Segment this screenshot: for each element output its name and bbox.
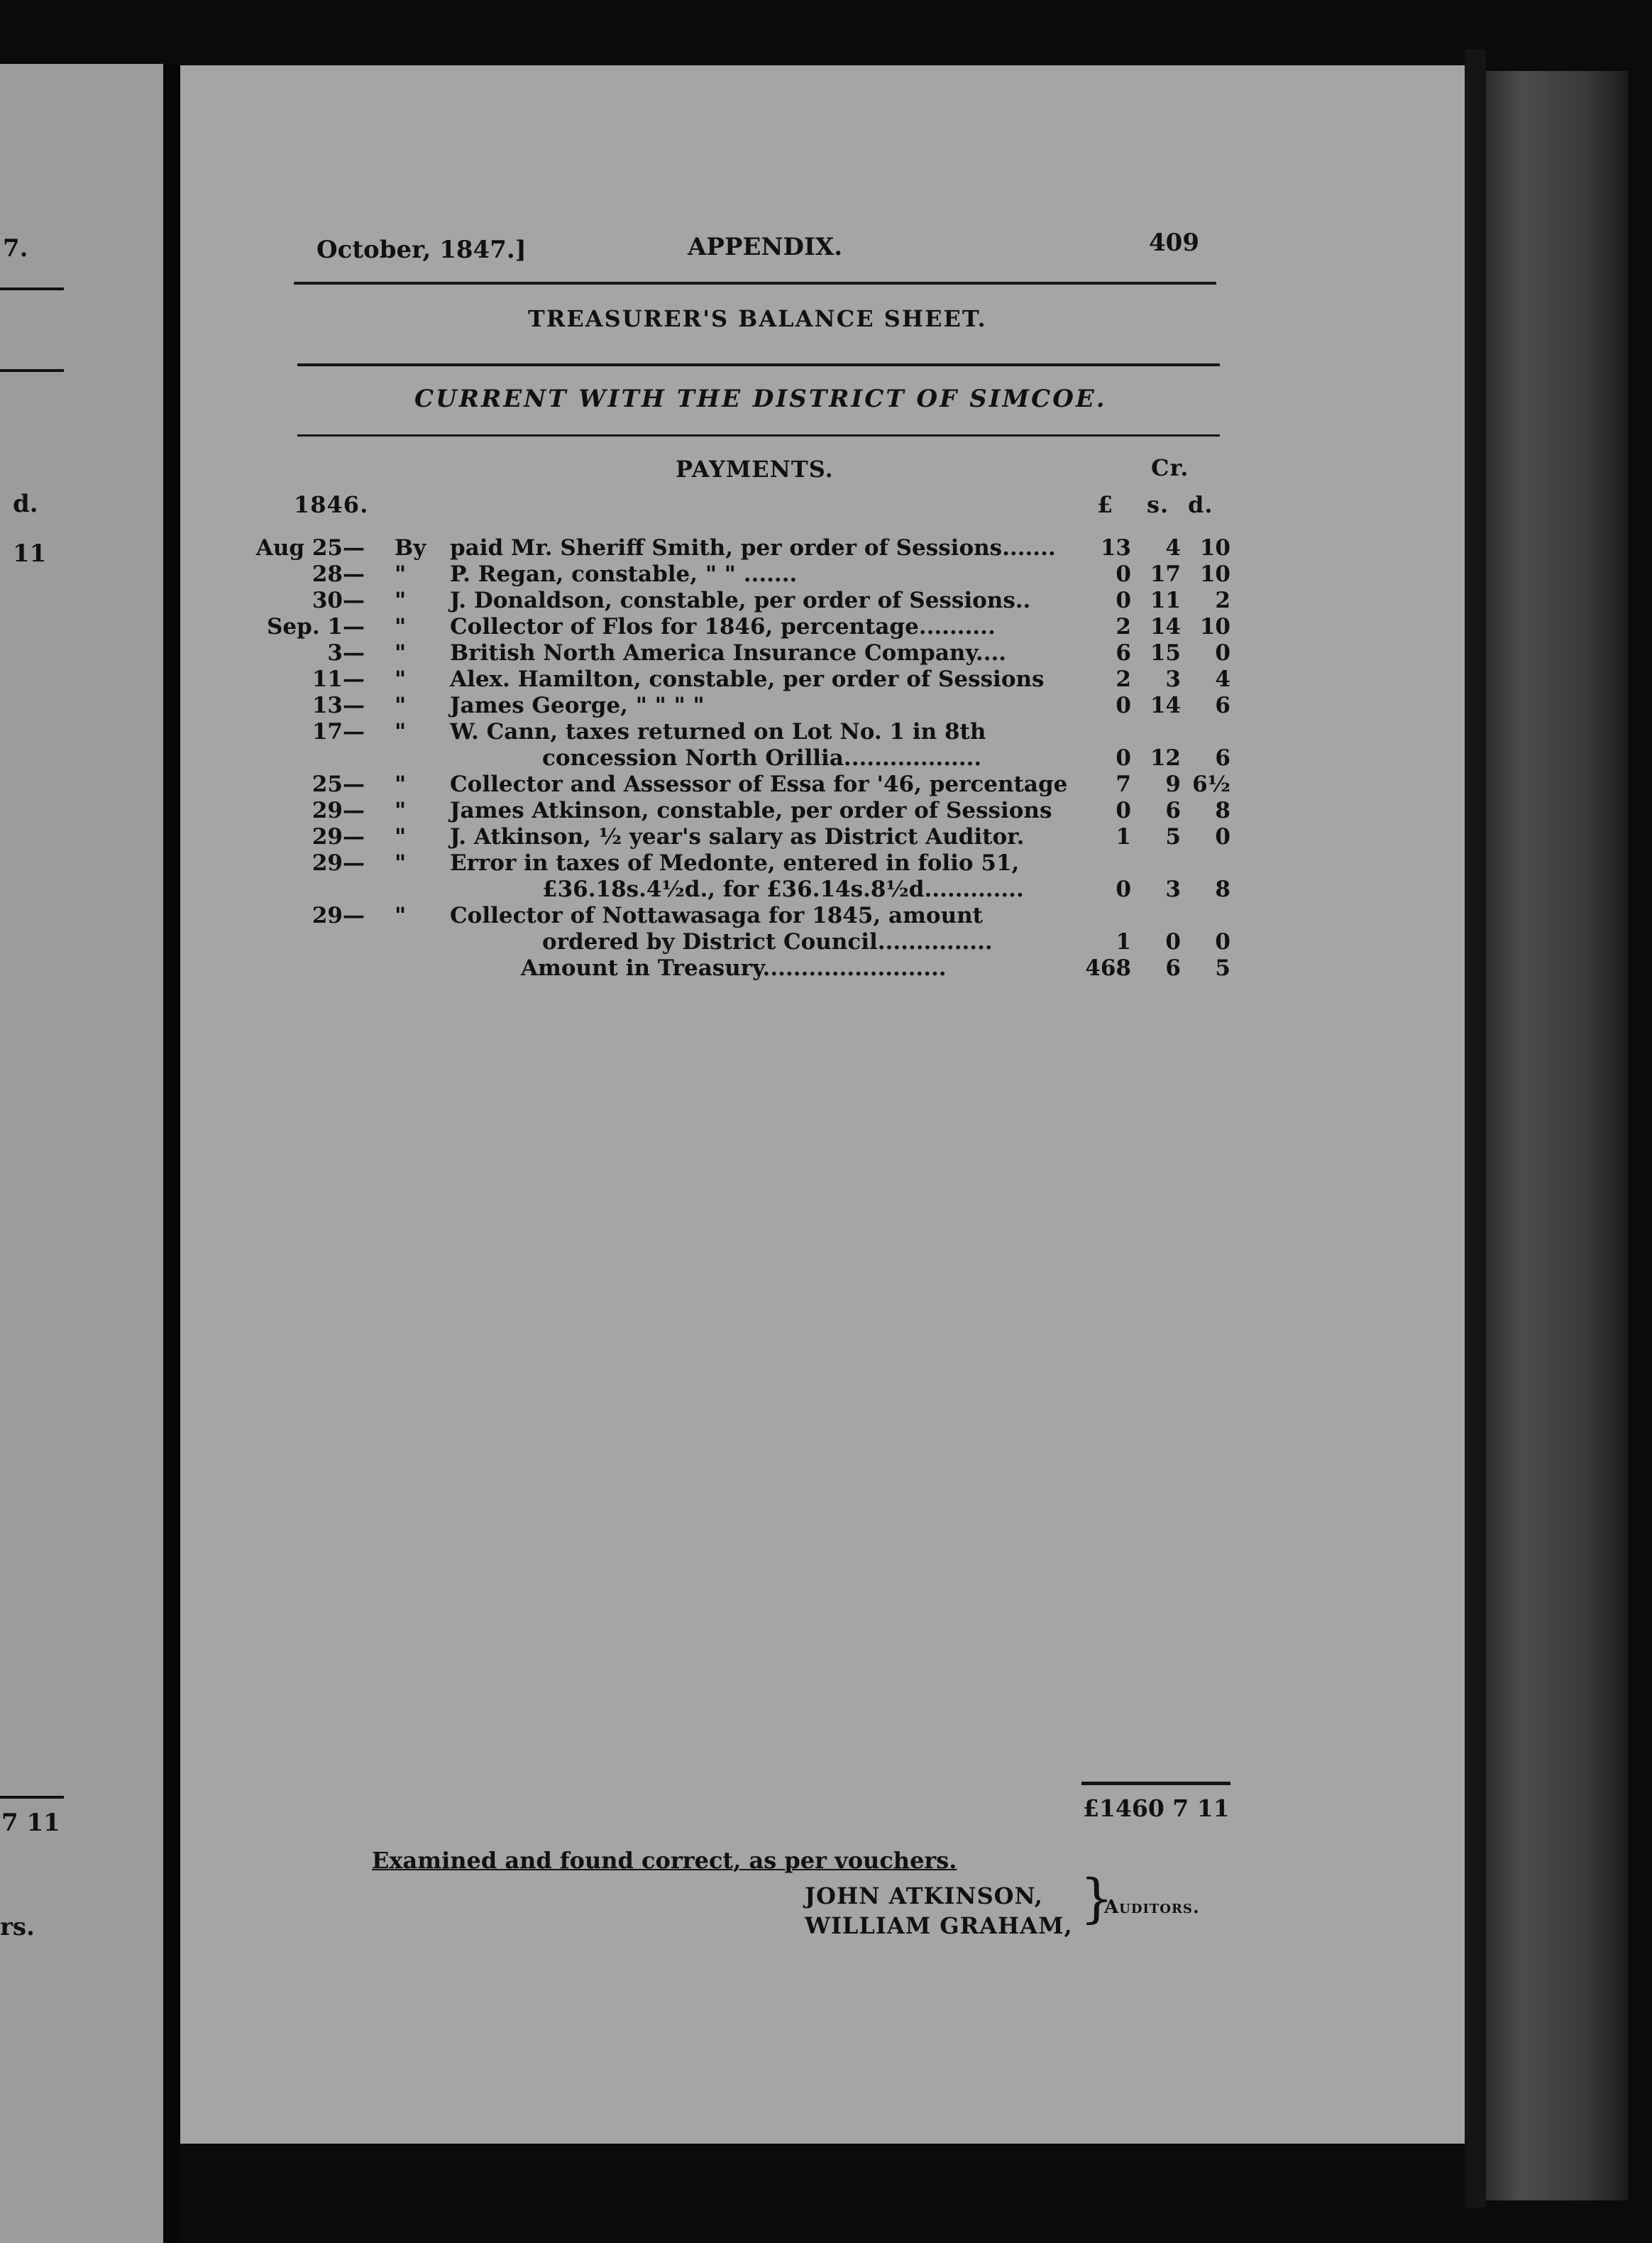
payment-description: paid Mr. Sheriff Smith, per order of Sessions....... [450, 535, 1056, 561]
left-page-fragment: rs. [0, 1913, 35, 1941]
amount-pounds: 0 [1116, 745, 1131, 771]
amount-pounds: 13 [1100, 535, 1131, 561]
payment-description: James Atkinson, constable, per order of Sessions [450, 798, 1052, 823]
payment-description: Collector of Nottawasaga for 1845, amount [450, 903, 983, 928]
payment-date: 13— [312, 693, 365, 718]
payment-row [180, 772, 1458, 797]
payment-date: Sep. 1— [267, 614, 365, 640]
amount-pounds: 0 [1116, 588, 1131, 613]
amount-pounds: 6 [1116, 640, 1131, 666]
payment-date: 17— [312, 719, 365, 745]
payment-row [180, 588, 1458, 613]
payment-description: Collector of Flos for 1846, percentage.......... [450, 614, 996, 640]
ditto-mark: " [395, 772, 407, 797]
amount-shillings: 3 [1165, 877, 1181, 902]
payment-row [180, 640, 1458, 666]
payment-row [180, 667, 1458, 692]
ditto-mark: " [395, 561, 407, 587]
payment-description: £36.18s.4½d., for £36.14s.8½d............. [542, 877, 1024, 902]
payment-description: James George, " " " " [450, 693, 705, 718]
left-page-fragment: 7 11 [1, 1809, 60, 1837]
page [180, 65, 1465, 2144]
amount-shillings: 17 [1150, 561, 1181, 587]
amount-pounds: 1 [1116, 929, 1131, 955]
left-page-rule [0, 1796, 64, 1799]
credit-heading: Cr. [1151, 454, 1189, 481]
left-page-rule [0, 287, 64, 290]
payment-date: 30— [312, 588, 365, 613]
payments-heading: PAYMENTS. [676, 456, 834, 483]
amount-pence: 5 [1215, 955, 1230, 981]
payment-row [180, 745, 1458, 771]
payment-row [180, 903, 1458, 928]
amount-pounds: 7 [1116, 772, 1131, 797]
amount-pence: 10 [1199, 614, 1230, 640]
payment-row [180, 877, 1458, 902]
payment-row [180, 535, 1458, 561]
page-number: 409 [1149, 229, 1199, 257]
amount-shillings: 9 [1165, 772, 1181, 797]
payment-description: Alex. Hamilton, constable, per order of Sessions [450, 667, 1045, 692]
running-head-date: October, 1847.] [316, 236, 527, 264]
title-rule [297, 363, 1220, 366]
ditto-mark: " [395, 693, 407, 718]
amount-shillings: 14 [1150, 614, 1181, 640]
payment-date: 29— [312, 824, 365, 850]
payment-description: concession North Orillia.................. [542, 745, 982, 771]
ditto-mark: By [395, 535, 426, 561]
payment-row [180, 955, 1458, 981]
amount-pence: 6½ [1192, 772, 1230, 797]
payment-description: J. Atkinson, ½ year's salary as District Auditor. [450, 824, 1025, 850]
brace-glyph: } [1080, 1868, 1114, 1929]
ditto-mark: " [395, 850, 407, 876]
pounds-heading: £ [1097, 491, 1114, 518]
payment-description: British North America Insurance Company.... [450, 640, 1007, 666]
amount-shillings: 6 [1165, 798, 1181, 823]
payment-date: 29— [312, 850, 365, 876]
amount-pence: 8 [1215, 798, 1230, 823]
total-rule [1081, 1782, 1230, 1785]
amount-pounds: 0 [1116, 561, 1131, 587]
header-rule [294, 282, 1216, 285]
sheet-title: TREASURER'S BALANCE SHEET. [528, 305, 987, 332]
amount-shillings: 3 [1165, 667, 1181, 692]
subtitle-rule [297, 434, 1220, 437]
payment-date: 28— [312, 561, 365, 587]
payment-description: Amount in Treasury........................ [521, 955, 947, 981]
running-head-title: APPENDIX. [688, 233, 843, 261]
amount-pence: 2 [1215, 588, 1230, 613]
pence-heading: d. [1188, 491, 1213, 518]
payment-description: Error in taxes of Medonte, entered in folio 51, [450, 850, 1020, 876]
amount-shillings: 5 [1165, 824, 1181, 850]
auditor-name: JOHN ATKINSON, [805, 1882, 1043, 1909]
amount-shillings: 15 [1150, 640, 1181, 666]
amount-pence: 0 [1215, 824, 1230, 850]
ditto-mark: " [395, 667, 407, 692]
payment-row [180, 561, 1458, 587]
amount-pounds: 0 [1116, 798, 1131, 823]
payment-row [180, 929, 1458, 955]
amount-pounds: 2 [1116, 614, 1131, 640]
ditto-mark: " [395, 798, 407, 823]
amount-shillings: 11 [1150, 588, 1181, 613]
ditto-mark: " [395, 903, 407, 928]
amount-pounds: 1 [1116, 824, 1131, 850]
left-page-rule [0, 369, 64, 372]
book-spine [1465, 50, 1486, 2208]
amount-shillings: 0 [1165, 929, 1181, 955]
payment-row [180, 798, 1458, 823]
payment-row [180, 614, 1458, 640]
left-page-fragment: d. [13, 490, 38, 518]
amount-pence: 6 [1215, 745, 1230, 771]
payment-row [180, 824, 1458, 850]
gutter [163, 64, 180, 2243]
shillings-heading: s. [1147, 491, 1169, 518]
payment-description: J. Donaldson, constable, per order of Sessions.. [450, 588, 1031, 613]
amount-pence: 10 [1199, 561, 1230, 587]
payment-row [180, 850, 1458, 876]
sheet-subtitle: CURRENT WITH THE DISTRICT OF SIMCOE. [414, 385, 1107, 413]
amount-pence: 0 [1215, 929, 1230, 955]
payment-row [180, 693, 1458, 718]
grand-total: £1460 7 11 [1083, 1794, 1230, 1822]
amount-shillings: 12 [1150, 745, 1181, 771]
payment-date: Aug 25— [255, 535, 365, 561]
payment-description: P. Regan, constable, " " ....... [450, 561, 798, 587]
auditors-label: Auditors. [1104, 1897, 1200, 1918]
year-heading: 1846. [294, 491, 369, 518]
page-edge [1486, 71, 1628, 2200]
payment-date: 3— [327, 640, 365, 666]
examined-statement: Examined and found correct, as per vouchers. [372, 1847, 957, 1874]
amount-pence: 4 [1215, 667, 1230, 692]
payment-description: ordered by District Council............... [542, 929, 993, 955]
amount-shillings: 6 [1165, 955, 1181, 981]
amount-shillings: 4 [1165, 535, 1181, 561]
amount-pence: 8 [1215, 877, 1230, 902]
payment-date: 29— [312, 903, 365, 928]
auditor-name: WILLIAM GRAHAM, [805, 1912, 1073, 1939]
payment-row [180, 719, 1458, 745]
payment-date: 25— [312, 772, 365, 797]
payment-description: Collector and Assessor of Essa for '46, percentage [450, 772, 1068, 797]
payment-date: 29— [312, 798, 365, 823]
amount-pence: 0 [1215, 640, 1230, 666]
ditto-mark: " [395, 824, 407, 850]
amount-pounds: 0 [1116, 877, 1131, 902]
amount-pounds: 2 [1116, 667, 1131, 692]
ditto-mark: " [395, 614, 407, 640]
ditto-mark: " [395, 719, 407, 745]
left-page [0, 64, 163, 2243]
ditto-mark: " [395, 640, 407, 666]
amount-pounds: 0 [1116, 693, 1131, 718]
amount-shillings: 14 [1150, 693, 1181, 718]
amount-pounds: 468 [1085, 955, 1131, 981]
left-page-fragment: 7. [3, 234, 28, 263]
amount-pence: 10 [1199, 535, 1230, 561]
left-page-fragment: 11 [13, 539, 47, 568]
payment-description: W. Cann, taxes returned on Lot No. 1 in 8th [450, 719, 986, 745]
amount-pence: 6 [1215, 693, 1230, 718]
payment-date: 11— [312, 667, 365, 692]
ditto-mark: " [395, 588, 407, 613]
